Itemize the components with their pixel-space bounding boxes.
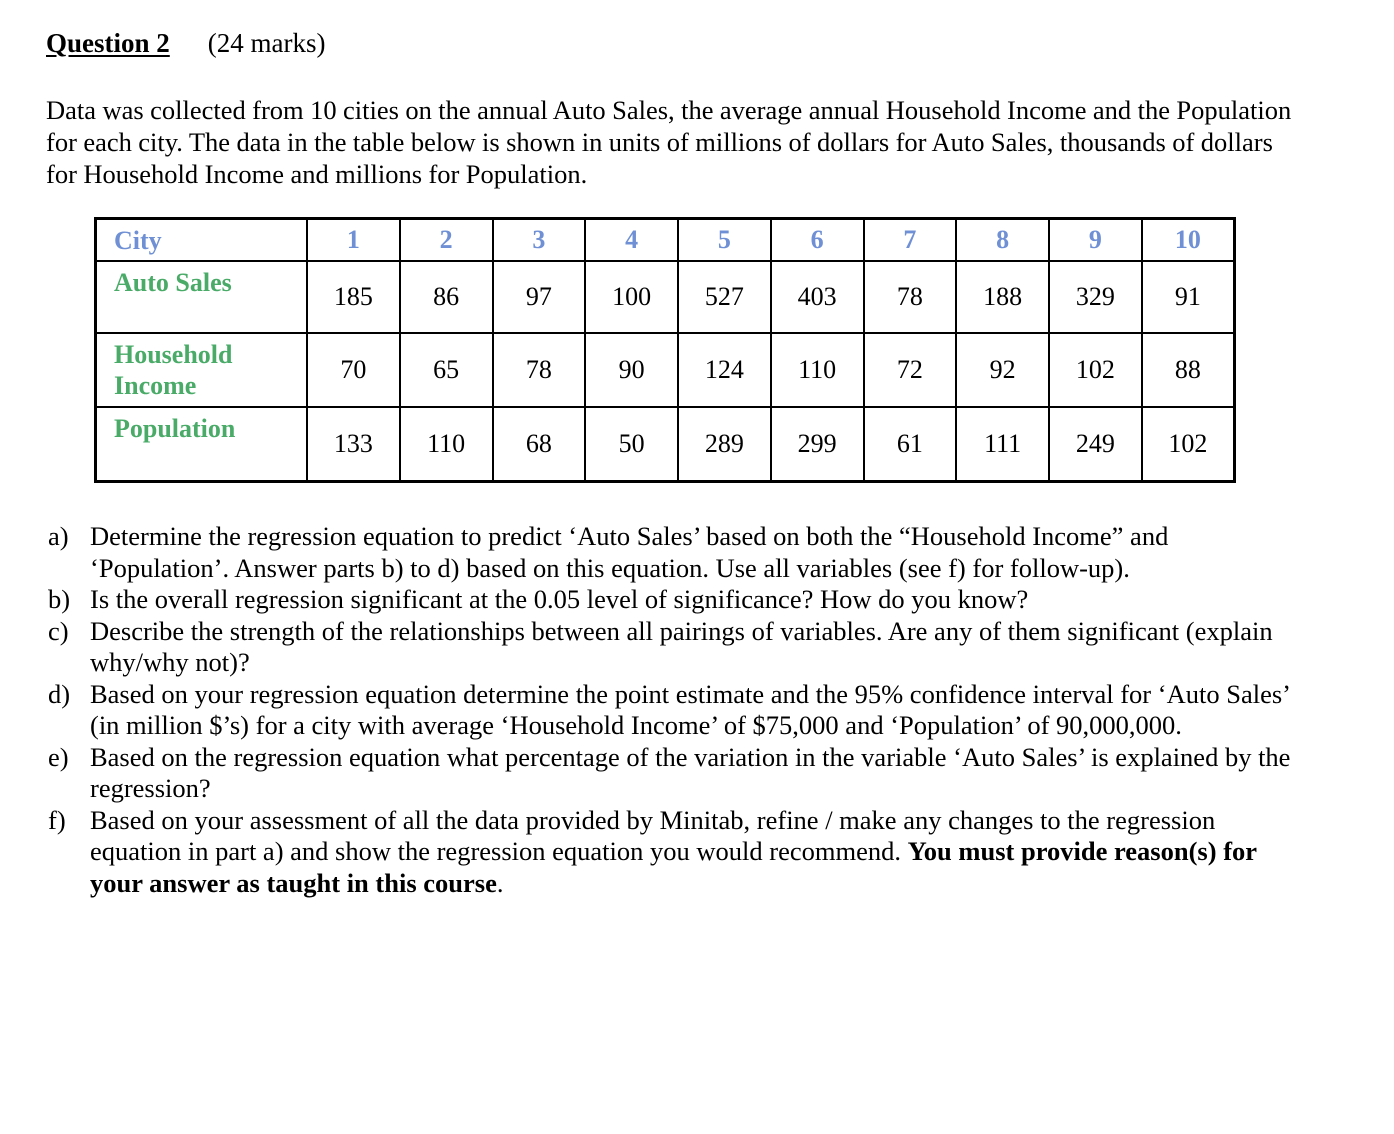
question-text-c: Describe the strength of the relationships between all pairings of variables. Are any of them significant (explain why/why not)? (90, 615, 1273, 677)
table-header-row (96, 219, 1235, 262)
cell-auto-sales-1: 185 (307, 261, 400, 333)
cell-household-income-2: 65 (400, 333, 493, 407)
question-parts-list (46, 521, 1301, 899)
data-table-container (94, 217, 1334, 483)
question-part-b (46, 584, 1301, 616)
intro-paragraph: Data was collected from 10 cities on the annual Auto Sales, the average annual Household Income and the Population for each city. The data in the table below is shown in units of millions of dollars for Auto Sales, thousands of dollars for Household Income and millions for Population. (46, 95, 1292, 189)
question-marker-f: f) (48, 804, 66, 835)
question-text-f (90, 805, 1301, 900)
city-data-table (94, 217, 1236, 483)
table-header-city-9: 9 (1049, 219, 1142, 262)
row-label-auto-sales: Auto Sales (96, 261, 308, 333)
question-part-e (46, 742, 1301, 805)
table-header-city-6: 6 (771, 219, 864, 262)
table-header-city-3: 3 (493, 219, 586, 262)
cell-auto-sales-2: 86 (400, 261, 493, 333)
cell-population-6: 299 (771, 407, 864, 482)
table-header-city-1: 1 (307, 219, 400, 262)
table-header-city-7: 7 (864, 219, 957, 262)
cell-population-3: 68 (493, 407, 586, 482)
cell-household-income-1: 70 (307, 333, 400, 407)
table-header-city-10: 10 (1142, 219, 1235, 262)
question-text-f-bold: You must provide reason(s) for your answer as taught in this course (90, 836, 1257, 898)
question-text-a: Determine the regression equation to predict ‘Auto Sales’ based on both the “Household Income” and ‘Population’. Answer parts b) to d) based on this equation. Use all variables (see f) for follow-up). (90, 521, 1169, 583)
table-header-city-5: 5 (678, 219, 771, 262)
question-text-d: Based on your regression equation determine the point estimate and the 95% confidence interval for ‘Auto Sales’ (in million $’s) for a city with average ‘Household Income’ of $75,000 and ‘Population’ of 90,000,000. (90, 678, 1289, 740)
marks-label: (24 marks) (207, 28, 326, 58)
row-label-population: Population (96, 407, 308, 482)
question-heading (46, 26, 1334, 60)
table-header-city-2: 2 (400, 219, 493, 262)
cell-population-5: 289 (678, 407, 771, 482)
question-part-c (46, 616, 1301, 679)
cell-auto-sales-8: 188 (956, 261, 1049, 333)
cell-population-4: 50 (585, 407, 678, 482)
row-label-household-income: Household Income (96, 333, 308, 407)
cell-auto-sales-5: 527 (678, 261, 771, 333)
question-part-f (46, 805, 1301, 900)
table-header-city-4: 4 (585, 219, 678, 262)
cell-population-10: 102 (1142, 407, 1235, 482)
cell-household-income-6: 110 (771, 333, 864, 407)
cell-population-9: 249 (1049, 407, 1142, 482)
cell-household-income-5: 124 (678, 333, 771, 407)
cell-auto-sales-10: 91 (1142, 261, 1235, 333)
cell-household-income-7: 72 (864, 333, 957, 407)
cell-household-income-9: 102 (1049, 333, 1142, 407)
cell-auto-sales-7: 78 (864, 261, 957, 333)
question-text-f-plain: Based on your assessment of all the data provided by Minitab, refine / make any changes to the regression equation in part a) and show the regression equation you would recommend. (90, 804, 1216, 866)
question-text-e: Based on the regression equation what percentage of the variation in the variable ‘Auto Sales’ is explained by the regression? (90, 741, 1291, 803)
cell-population-8: 111 (956, 407, 1049, 482)
question-marker-c: c) (48, 615, 69, 646)
cell-population-1: 133 (307, 407, 400, 482)
cell-population-7: 61 (864, 407, 957, 482)
cell-auto-sales-6: 403 (771, 261, 864, 333)
table-row-auto-sales (96, 261, 1235, 333)
cell-household-income-10: 88 (1142, 333, 1235, 407)
cell-household-income-3: 78 (493, 333, 586, 407)
cell-auto-sales-3: 97 (493, 261, 586, 333)
question-text-b: Is the overall regression significant at the 0.05 level of significance? How do you know? (90, 584, 1029, 614)
question-marker-a: a) (48, 521, 69, 551)
table-header-city: City (96, 219, 308, 262)
table-row-household-income (96, 333, 1235, 407)
cell-auto-sales-4: 100 (585, 261, 678, 333)
question-marker-b: b) (48, 584, 71, 614)
page-title: Question 2 (46, 28, 170, 58)
question-marker-e: e) (48, 741, 69, 772)
table-row-population (96, 407, 1235, 482)
cell-population-2: 110 (400, 407, 493, 482)
question-text-f-tail: . (496, 867, 504, 898)
cell-household-income-8: 92 (956, 333, 1049, 407)
question-part-d (46, 679, 1301, 742)
table-header-city-8: 8 (956, 219, 1049, 262)
question-part-a (46, 521, 1301, 584)
cell-auto-sales-9: 329 (1049, 261, 1142, 333)
cell-household-income-4: 90 (585, 333, 678, 407)
question-marker-d: d) (48, 678, 71, 709)
